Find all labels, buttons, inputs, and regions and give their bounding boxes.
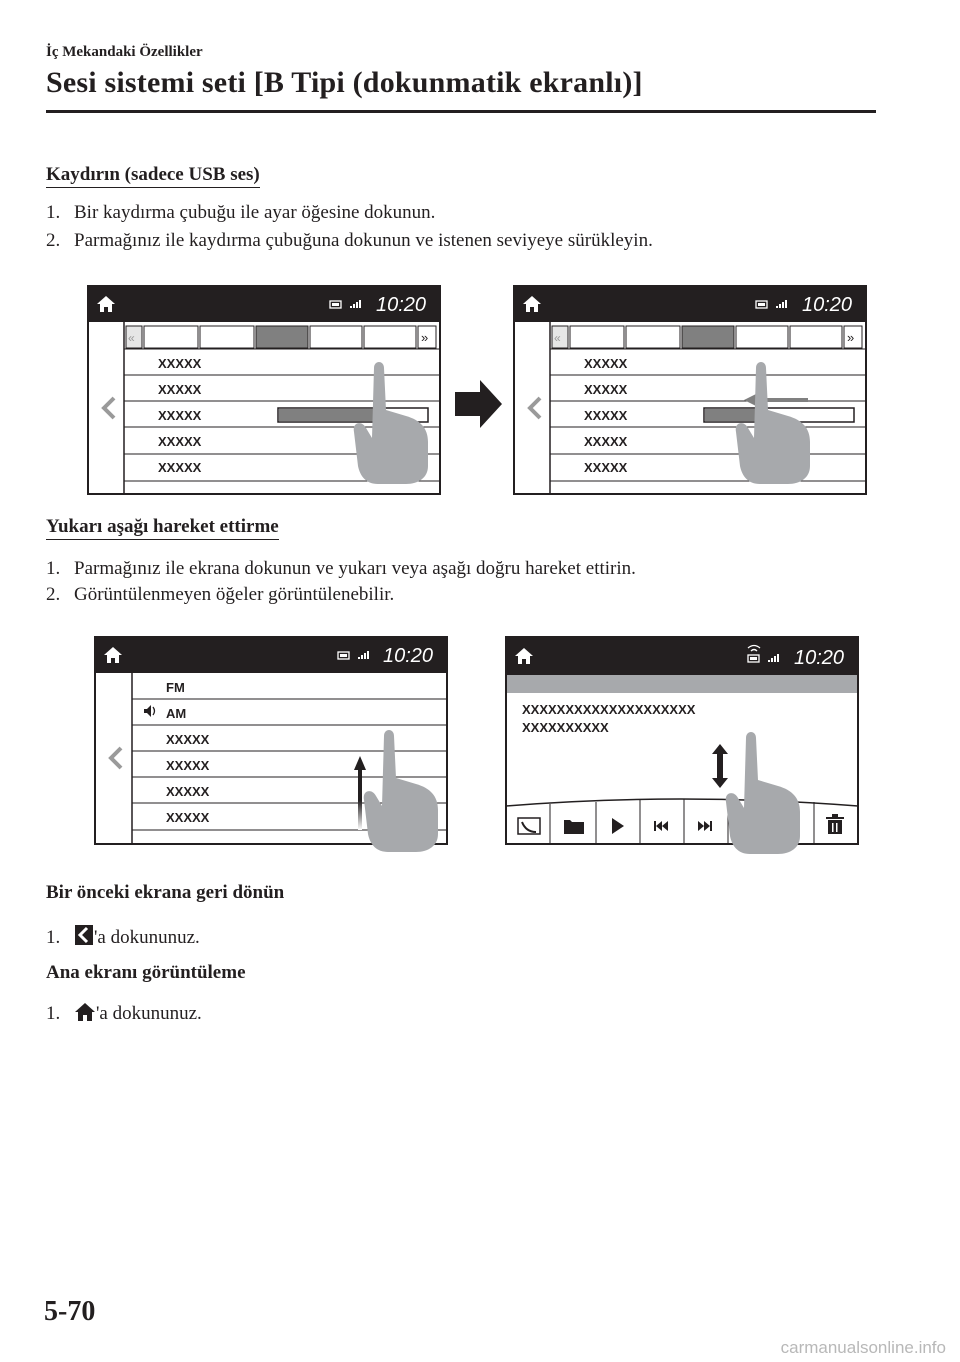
screen-scroll-after	[514, 286, 866, 494]
folder-icon	[564, 820, 584, 834]
screen-player	[506, 637, 858, 854]
clock: 10:20	[794, 647, 845, 669]
svg-text:XXXXX: XXXXX	[584, 382, 628, 397]
updown-step-2: 2. Görüntülenmeyen öğeler görüntülenebilir.	[46, 584, 395, 605]
trash-icon	[826, 814, 844, 834]
svg-text:XXXXX: XXXXX	[584, 356, 628, 371]
svg-text:XXXXXXXXXX: XXXXXXXXXX	[522, 720, 609, 735]
back-step-1: 1. 'a dokununuz.	[46, 924, 200, 949]
svg-text:XXXXX: XXXXX	[158, 356, 202, 371]
svg-text:XXXXX: XXXXX	[584, 434, 628, 449]
svg-text:«: «	[554, 331, 561, 345]
section-heading-home: Ana ekranı görüntüleme	[46, 962, 246, 983]
page-title: Sesi sistemi seti [B Tipi (dokunmatik ekranlı)]	[46, 66, 643, 99]
home-step-1: 1. 'a dokununuz.	[46, 1003, 202, 1024]
svg-text:»: »	[421, 330, 429, 345]
svg-text:XXXXX: XXXXX	[158, 434, 202, 449]
svg-text:XXXXX: XXXXX	[584, 460, 628, 475]
section-heading-updown: Yukarı aşağı hareket ettirme	[46, 516, 279, 540]
screen-band-list	[95, 637, 447, 852]
svg-text:XXXXX: XXXXX	[584, 408, 628, 423]
section-heading-scroll: Kaydırın (sadece USB ses)	[46, 164, 260, 188]
home-icon	[74, 1002, 96, 1022]
scroll-step-2: 2. Parmağınız ile kaydırma çubuğuna dokunun ve istenen seviyeye sürükleyin.	[46, 230, 653, 251]
section-heading-back: Bir önceki ekrana geri dönün	[46, 882, 285, 903]
watermark: carmanualsonline.info	[780, 1338, 946, 1357]
clock: 10:20	[383, 645, 434, 667]
scroll-step-1: 1. Bir kaydırma çubuğu ile ayar öğesine dokunun.	[46, 202, 436, 223]
clock: 10:20	[802, 294, 853, 316]
clock: 10:20	[376, 294, 427, 316]
screen-scroll-before	[88, 286, 440, 494]
svg-text:XXXXX: XXXXX	[166, 758, 210, 773]
svg-text:XXXXX: XXXXX	[166, 810, 210, 825]
svg-text:XXXXX: XXXXX	[158, 408, 202, 423]
svg-text:«: «	[128, 331, 135, 345]
svg-text:XXXXX: XXXXX	[158, 460, 202, 475]
svg-text:XXXXXXXXXXXXXXXXXXXX: XXXXXXXXXXXXXXXXXXXX	[522, 702, 696, 717]
svg-text:AM: AM	[166, 706, 187, 721]
svg-text:FM: FM	[166, 680, 185, 695]
svg-text:XXXXX: XXXXX	[166, 732, 210, 747]
chapter-label: İç Mekandaki Özellikler	[46, 44, 203, 60]
svg-text:XXXXX: XXXXX	[166, 784, 210, 799]
back-chevron-icon	[74, 924, 94, 946]
updown-step-1: 1. Parmağınız ile ekrana dokunun ve yukarı veya aşağı doğru hareket ettirin.	[46, 558, 636, 579]
right-arrow-icon	[455, 380, 502, 428]
svg-text:»: »	[847, 330, 855, 345]
page-number: 5-70	[44, 1296, 96, 1327]
svg-text:XXXXX: XXXXX	[158, 382, 202, 397]
